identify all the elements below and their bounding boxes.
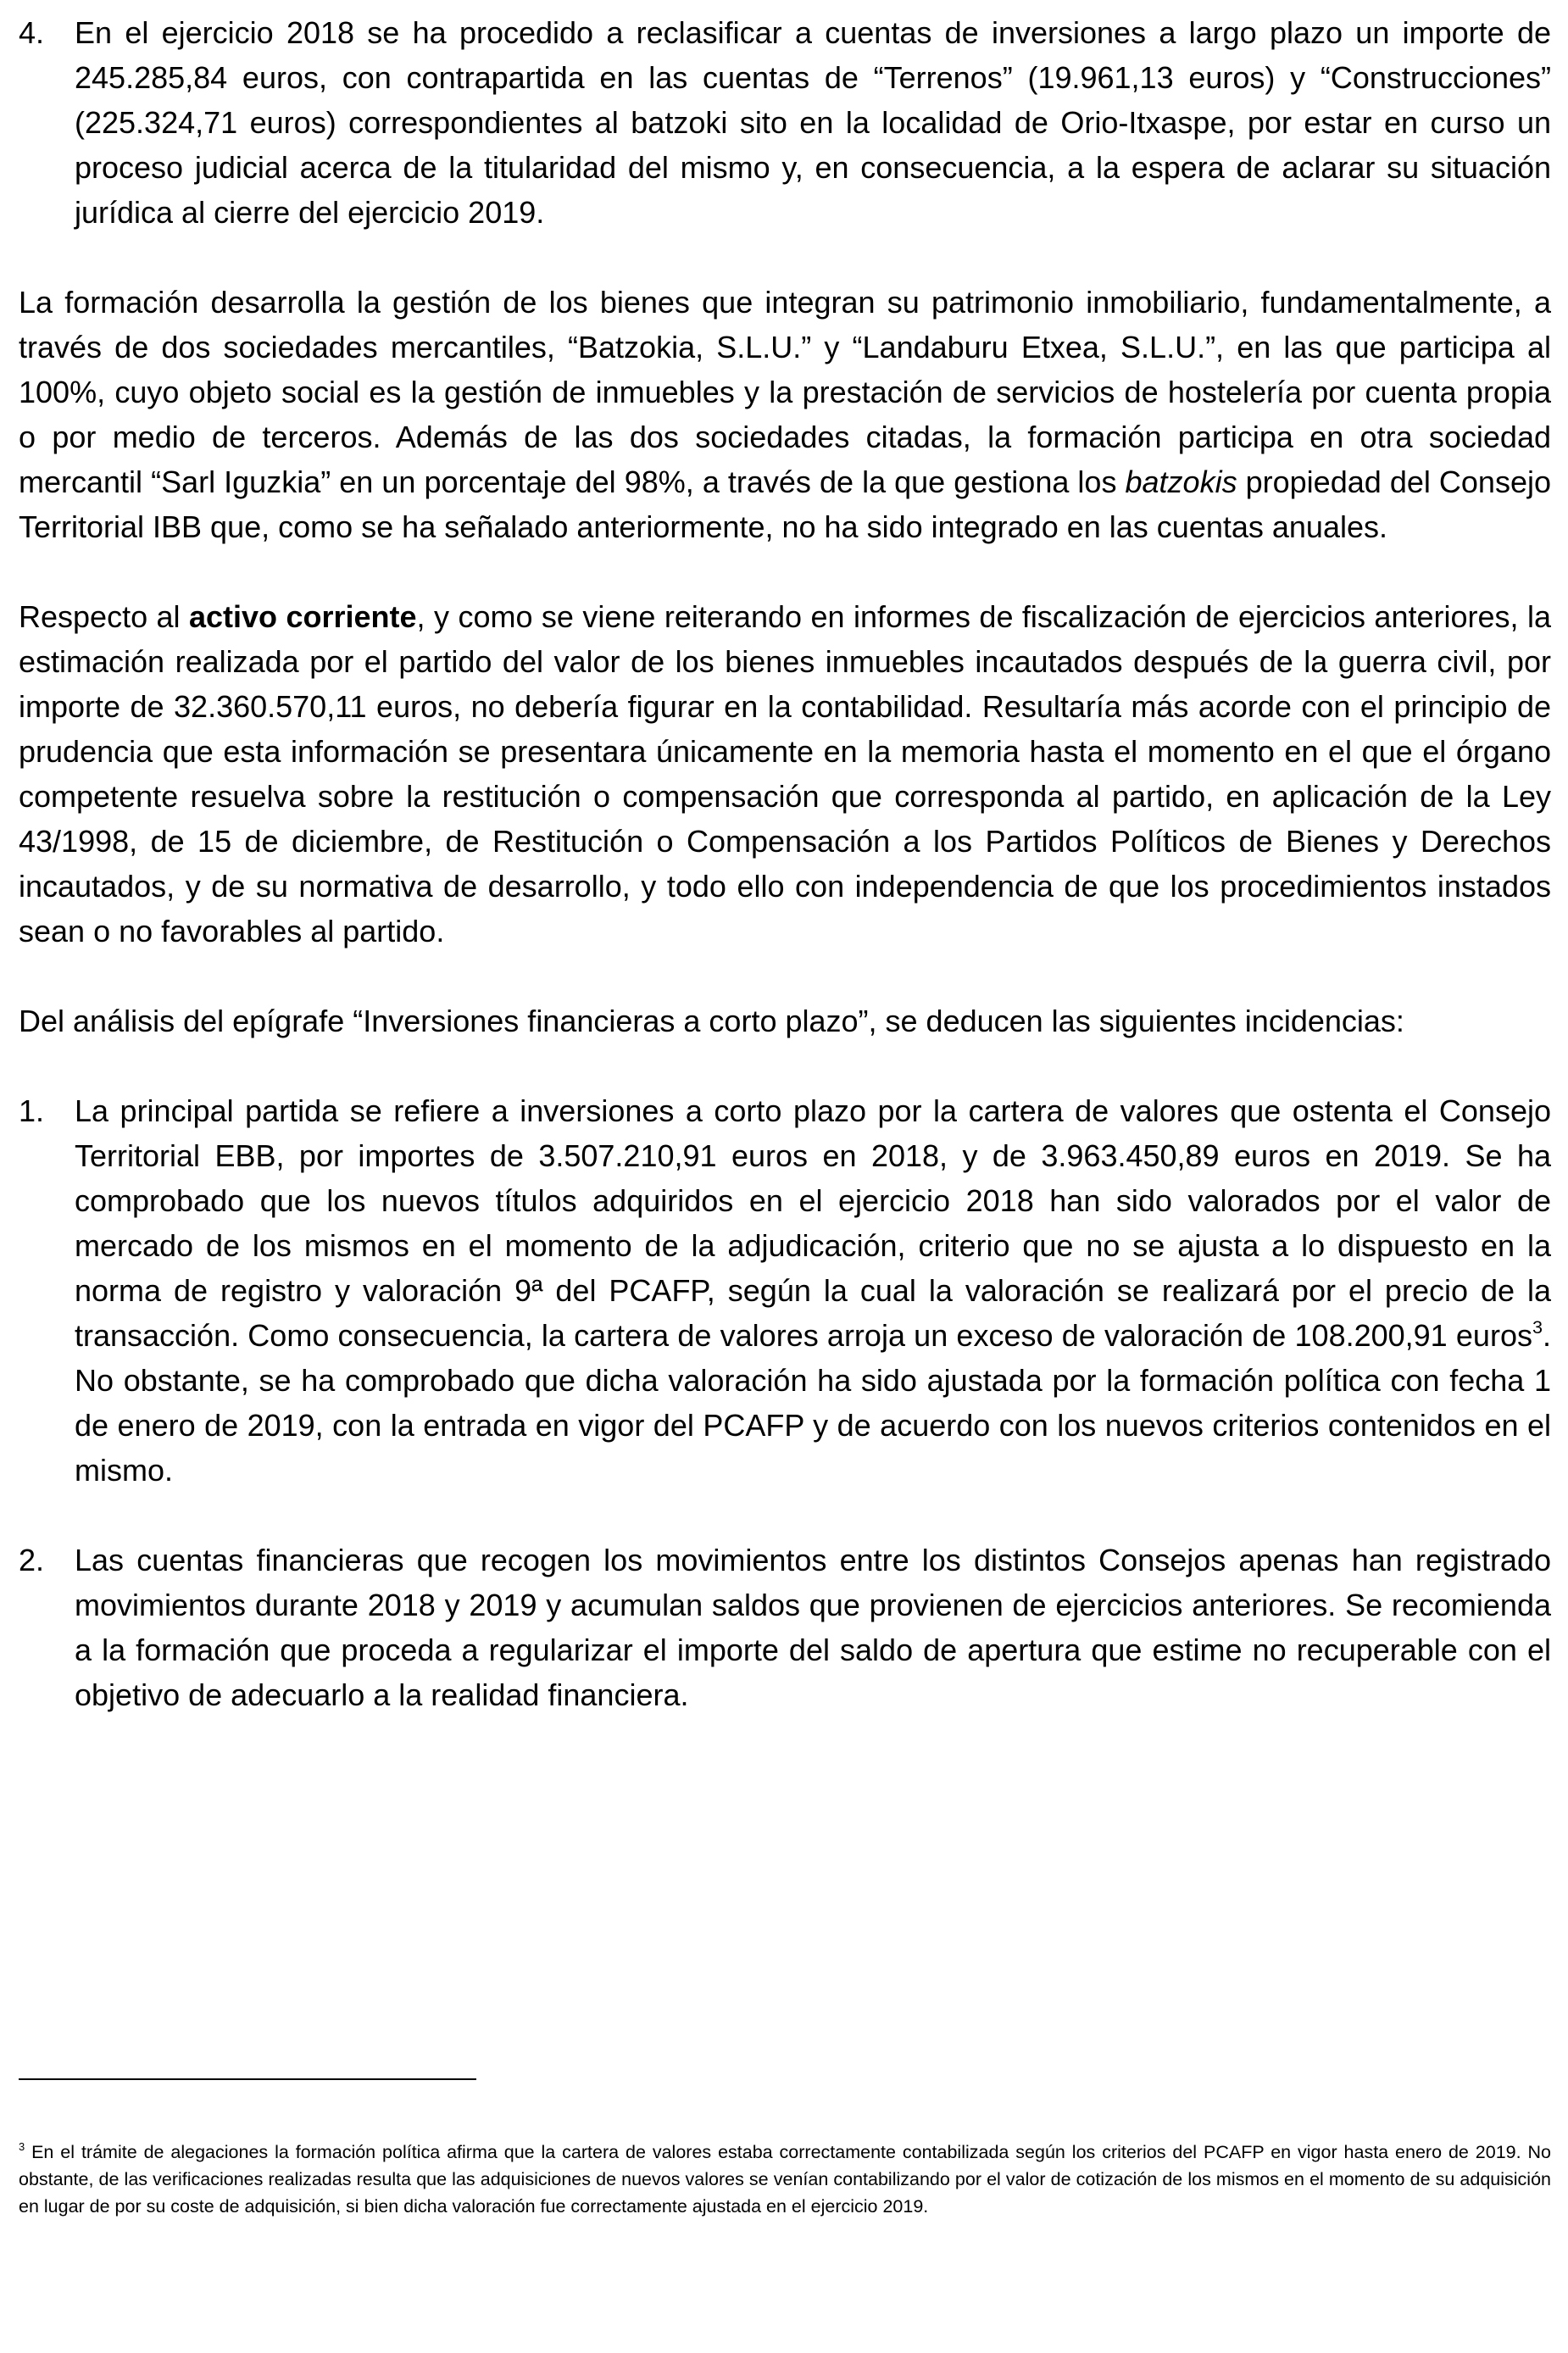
footnote-separator <box>19 2078 476 2080</box>
paragraph-activo-corriente <box>19 594 1551 954</box>
list-number: 4. <box>19 15 45 50</box>
text-segment: , y como se viene reiterando en informes de fiscalización de ejercicios anteriores, la estimación realizada por el partido del valor de los bienes inmuebles incautados después de la guerra civil, por importe de 32.360.570,11 euros, no debería figurar en la contabilidad. Resultaría más acorde con el principio de prudencia que esta información se presentara únicamente en la memoria hasta el momento en el que el órgano competente resuelva sobre la restitución o compensación que corresponda al partido, en aplicación de la Ley 43/1998, de 15 de diciembre, de Restitución o Compensación a los Partidos Políticos de Bienes y Derechos incautados, y de su normativa de desarrollo, y todo ello con independencia de que los procedimientos instados sean o no favorables al partido. <box>19 599 1551 948</box>
list-number: 2. <box>19 1543 45 1577</box>
text-segment: propiedad del Consejo Territorial IBB que, como se ha señalado anteriormente, no ha sido integrado en las cuentas anuales. <box>19 464 1551 544</box>
italic-term: batzokis <box>1125 464 1237 499</box>
list-item-text <box>75 1088 1551 1493</box>
list-item-text: En el ejercicio 2018 se ha procedido a reclasificar a cuentas de inversiones a largo plazo un importe de 245.285,84 euros, con contrapartida en las cuentas de “Terrenos” (19.961,13 euros) y “Construcciones” (225.324,71 euros) correspondientes al batzoki sito en la localidad de Orio-Itxaspe, por estar en curso un proceso judicial acerca de la titularidad del mismo y, en consecuencia, a la espera de aclarar su situación jurídica al cierre del ejercicio 2019. <box>75 15 1551 230</box>
paragraph-gestion-patrimonio <box>19 280 1551 549</box>
list-item-4 <box>19 10 1551 235</box>
footnote <box>19 2139 1551 2220</box>
footnote-reference[interactable]: 3 <box>1532 1316 1543 1338</box>
text-segment: Respecto al <box>19 599 189 634</box>
bold-term: activo corriente <box>189 599 417 634</box>
list-item-1 <box>19 1088 1551 1493</box>
paragraph-inversiones-financieras: Del análisis del epígrafe “Inversiones financieras a corto plazo”, se deducen las siguientes incidencias: <box>19 1004 1404 1038</box>
text-segment: La formación desarrolla la gestión de los bienes que integran su patrimonio inmobiliario, fundamentalmente, a través de dos sociedades mercantiles, “Batzokia, S.L.U.” y “Landaburu Etxea, S.L.U.”, en las que participa al 100%, cuyo objeto social es la gestión de inmuebles y la prestación de servicios de hostelería por cuenta propia o por medio de terceros. Además de las dos sociedades citadas, la formación participa en otra sociedad mercantil “Sarl Iguzkia” en un porcentaje del 98%, a través de la que gestiona los <box>19 285 1551 499</box>
list-number: 1. <box>19 1093 45 1128</box>
footnote-text: En el trámite de alegaciones la formación política afirma que la cartera de valores estaba correctamente contabilizada según los criterios del PCAFP en vigor hasta enero de 2019. No obstante, de las verificaciones realizadas resulta que las adquisiciones de nuevos valores se venían contabilizando por el valor de cotización de los mismos en el momento de su adquisición en lugar de por su coste de adquisición, si bien dicha valoración fue correctamente ajustada en el ejercicio 2019. <box>19 2142 1551 2217</box>
list-item-text: Las cuentas financieras que recogen los movimientos entre los distintos Consejos apenas han registrado movimientos durante 2018 y 2019 y acumulan saldos que provienen de ejercicios anteriores. Se recomienda a la formación que proceda a regularizar el importe del saldo de apertura que estime no recuperable con el objetivo de adecuarlo a la realidad financiera. <box>75 1543 1551 1712</box>
text-segment: . No obstante, se ha comprobado que dicha valoración ha sido ajustada por la formación política con fecha 1 de enero de 2019, con la entrada en vigor del PCAFP y de acuerdo con los nuevos criterios contenidos en el mismo. <box>75 1318 1551 1488</box>
document-body <box>19 10 1551 1762</box>
list-item-2 <box>19 1538 1551 1717</box>
text-segment: La principal partida se refiere a inversiones a corto plazo por la cartera de valores que ostenta el Consejo Territorial EBB, por importes de 3.507.210,91 euros en 2018, y de 3.963.450,89 euros en 2019. Se ha comprobado que los nuevos títulos adquiridos en el ejercicio 2018 han sido valorados por el valor de mercado de los mismos en el momento de la adjudicación, criterio que no se ajusta a lo dispuesto en la norma de registro y valoración 9ª del PCAFP, según la cual la valoración se realizará por el precio de la transacción. Como consecuencia, la cartera de valores arroja un exceso de valoración de 108.200,91 euros <box>75 1093 1551 1353</box>
footnote-mark: 3 <box>19 2139 25 2153</box>
